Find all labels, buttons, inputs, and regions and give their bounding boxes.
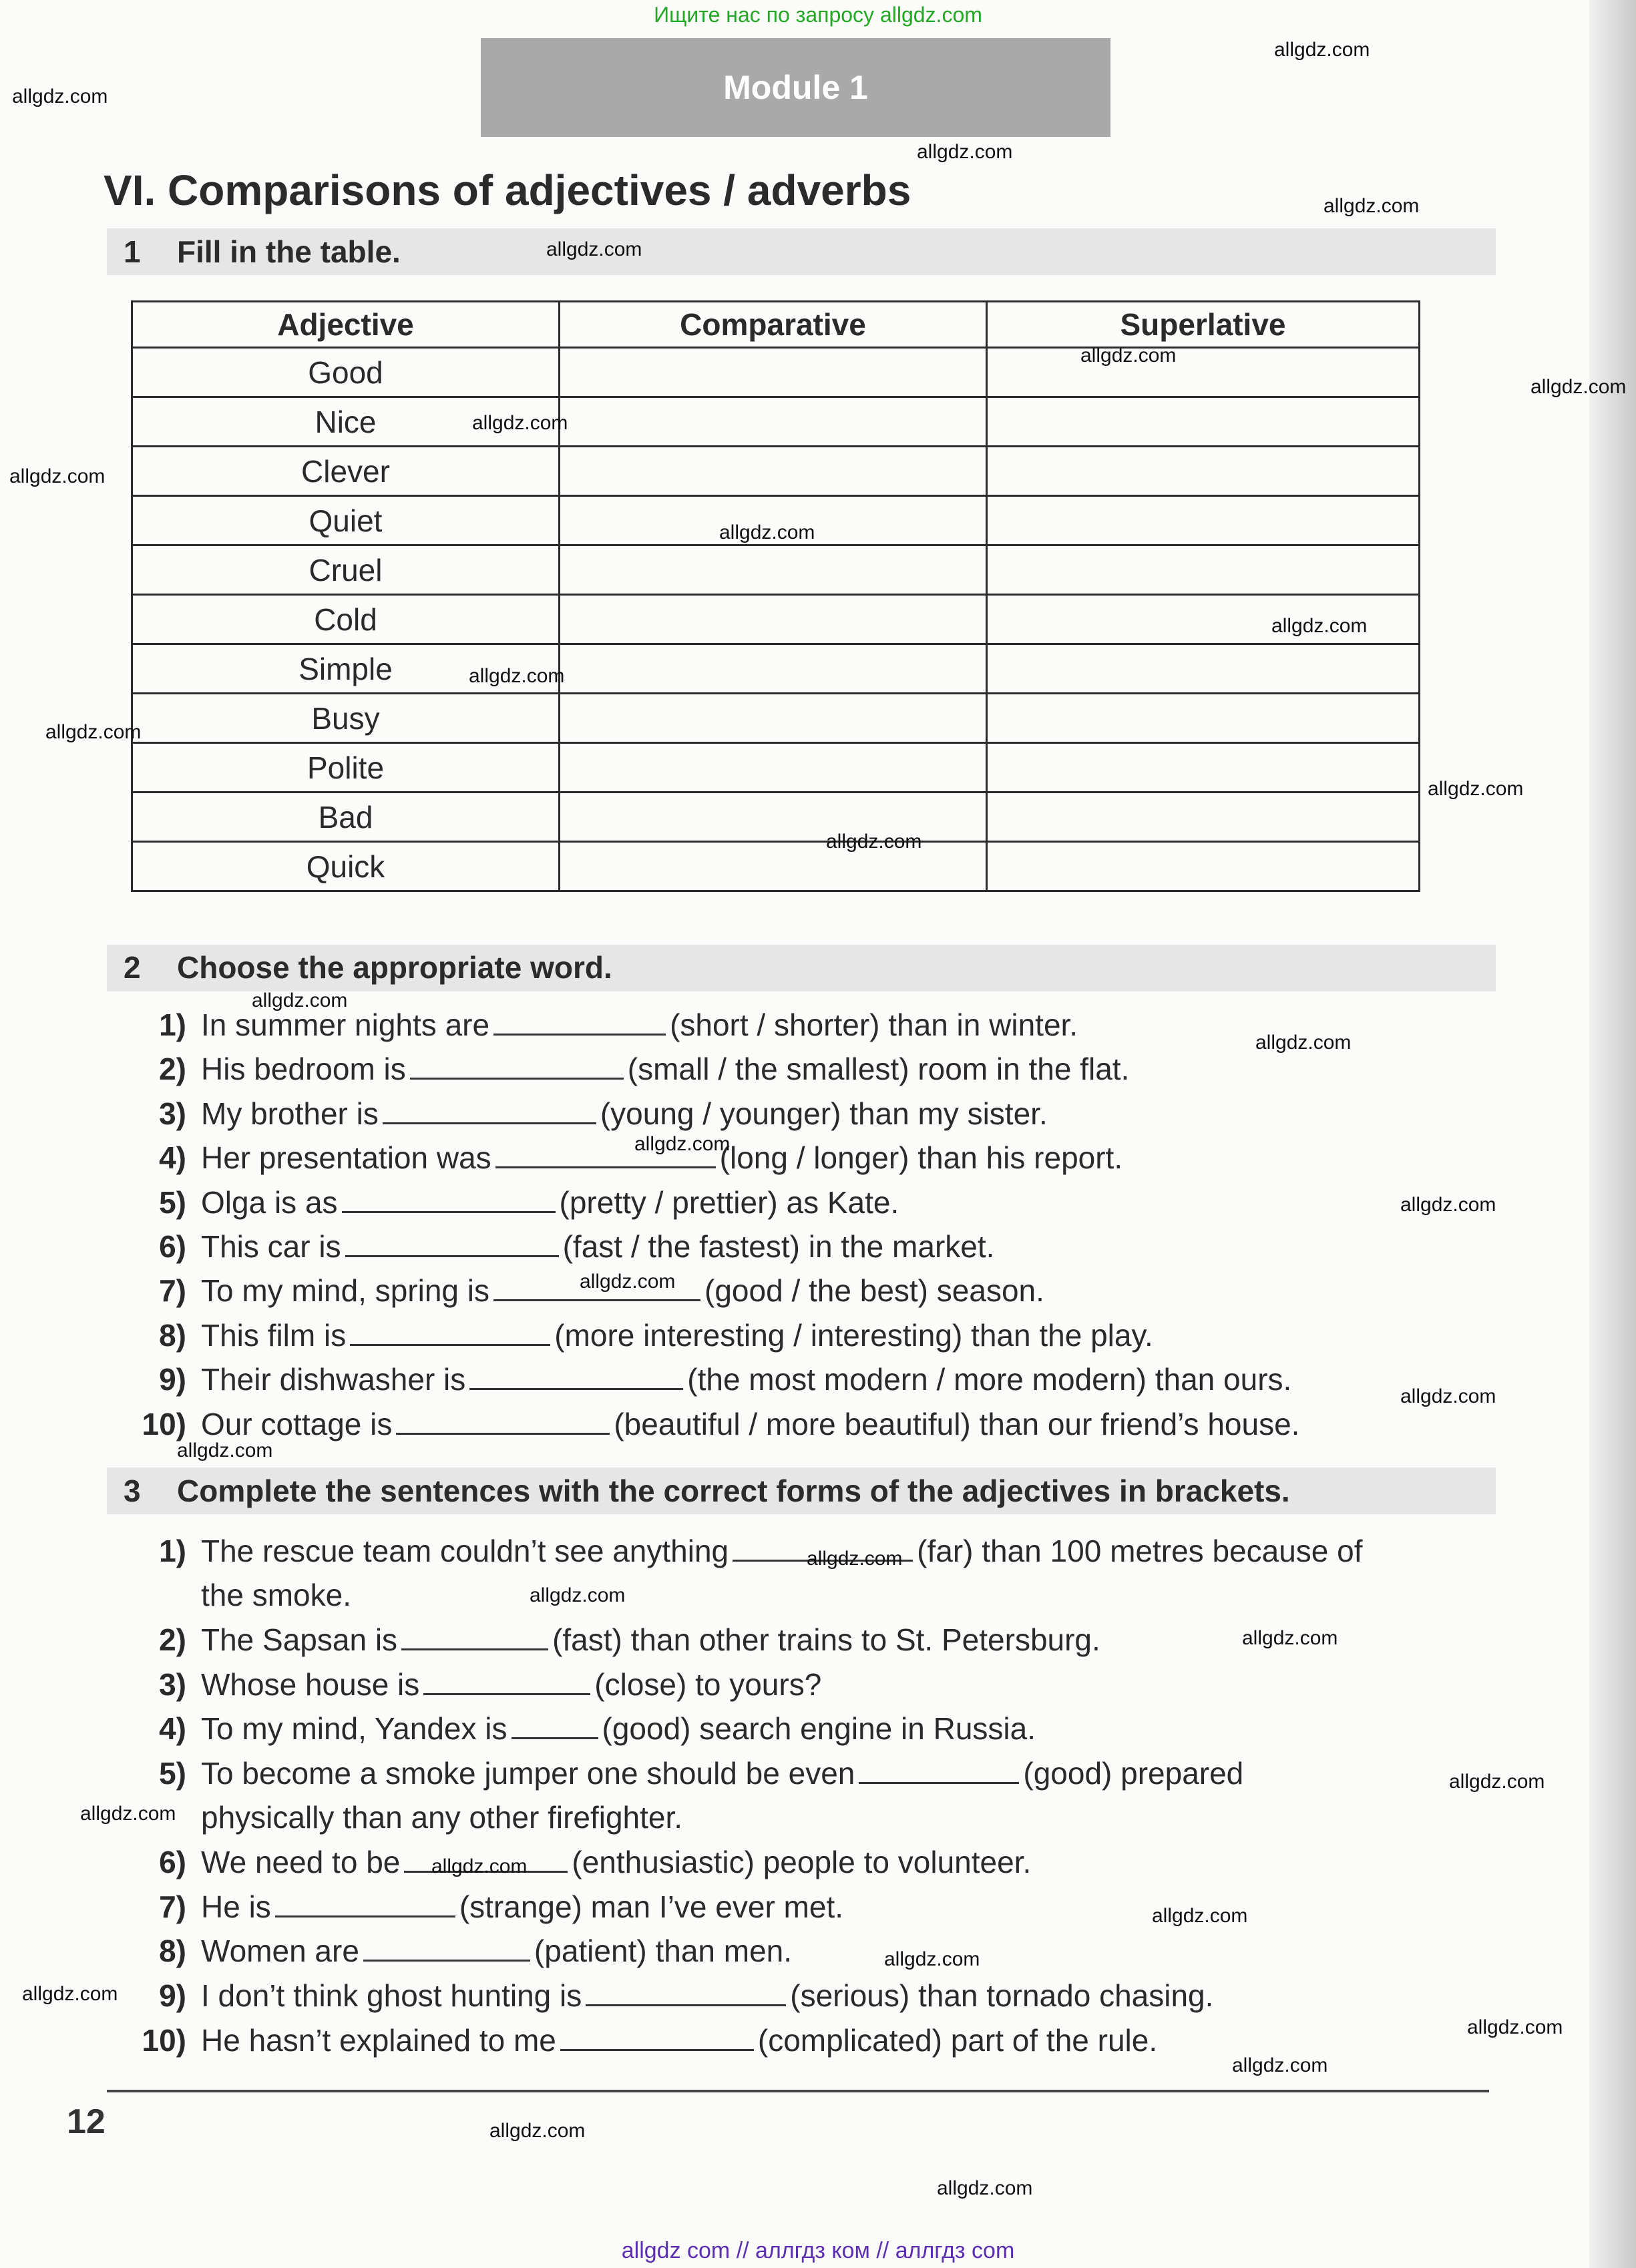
watermark: allgdz.com bbox=[9, 465, 106, 487]
module-label bbox=[481, 38, 1110, 137]
comparative-cell[interactable] bbox=[560, 447, 987, 496]
item-text-after: (short / shorter) than in winter. bbox=[670, 1007, 1078, 1042]
comparative-cell[interactable] bbox=[560, 397, 987, 447]
list-item bbox=[104, 1092, 1299, 1136]
watermark: allgdz.com bbox=[826, 831, 922, 853]
item-text-after: (good) search engine in Russia. bbox=[602, 1711, 1036, 1747]
item-number: 2) bbox=[159, 1052, 186, 1087]
item-text-continued: the smoke. bbox=[201, 1578, 351, 1612]
answer-blank[interactable] bbox=[350, 1317, 550, 1346]
adjective-cell: Cold bbox=[132, 595, 560, 644]
comparative-cell[interactable] bbox=[560, 644, 987, 694]
item-number: 1) bbox=[159, 1534, 186, 1568]
item-text-before: Their dishwasher is bbox=[201, 1362, 466, 1397]
answer-blank[interactable] bbox=[396, 1406, 610, 1435]
adjective-cell: Quiet bbox=[132, 496, 560, 545]
superlative-cell[interactable] bbox=[987, 496, 1420, 545]
superlative-cell[interactable] bbox=[987, 694, 1420, 743]
list-item bbox=[104, 1662, 1363, 1707]
answer-blank[interactable] bbox=[275, 1889, 455, 1917]
list-item bbox=[104, 1357, 1299, 1401]
comparative-cell[interactable] bbox=[560, 545, 987, 595]
comparative-cell[interactable] bbox=[560, 792, 987, 842]
item-text-before: Our cottage is bbox=[201, 1406, 393, 1441]
item-text-after: (small / the smallest) room in the flat. bbox=[627, 1052, 1130, 1087]
list-item bbox=[104, 1402, 1299, 1446]
item-number: 8) bbox=[159, 1317, 186, 1353]
watermark: allgdz.com bbox=[1271, 615, 1368, 637]
item-text-before: He is bbox=[201, 1889, 271, 1924]
watermark: allgdz.com bbox=[580, 1271, 676, 1293]
watermark: allgdz.com bbox=[884, 1948, 980, 1970]
table-row bbox=[132, 644, 1420, 694]
item-text-after: (fast / the fastest) in the market. bbox=[562, 1228, 995, 1264]
item-text-continued: physically than any other firefighter. bbox=[201, 1800, 683, 1835]
item-text-after: (good / the best) season. bbox=[704, 1273, 1044, 1309]
item-text-after: (far) than 100 metres because of bbox=[917, 1534, 1363, 1568]
watermark: allgdz.com bbox=[1274, 39, 1370, 61]
answer-blank[interactable] bbox=[859, 1755, 1019, 1784]
answer-blank[interactable] bbox=[363, 1933, 530, 1962]
answer-blank[interactable] bbox=[383, 1096, 596, 1124]
item-text-after: (the most modern / more modern) than ours. bbox=[687, 1362, 1292, 1397]
superlative-cell[interactable] bbox=[987, 545, 1420, 595]
answer-blank[interactable] bbox=[512, 1711, 598, 1739]
list-item bbox=[104, 1180, 1299, 1224]
watermark: allgdz.com bbox=[469, 665, 565, 687]
bottom-rule bbox=[107, 2090, 1489, 2092]
answer-blank[interactable] bbox=[423, 1666, 590, 1695]
item-number: 7) bbox=[159, 1889, 186, 1924]
item-number: 4) bbox=[159, 1140, 186, 1176]
comparison-table bbox=[131, 300, 1420, 892]
watermark: allgdz.com bbox=[252, 989, 348, 1011]
page-edge-shadow bbox=[1589, 0, 1636, 2268]
superlative-cell[interactable] bbox=[987, 447, 1420, 496]
item-text-before: We need to be bbox=[201, 1845, 401, 1880]
header-superlative: Superlative bbox=[987, 302, 1420, 348]
table-row bbox=[132, 595, 1420, 644]
answer-blank[interactable] bbox=[586, 1978, 786, 2006]
superlative-cell[interactable] bbox=[987, 792, 1420, 842]
answer-blank[interactable] bbox=[401, 1622, 548, 1650]
page-number: 12 bbox=[67, 2102, 106, 2141]
watermark: allgdz.com bbox=[807, 1548, 903, 1570]
item-text-before: The Sapsan is bbox=[201, 1622, 398, 1657]
superlative-cell[interactable] bbox=[987, 397, 1420, 447]
watermark: allgdz.com bbox=[1255, 1032, 1352, 1054]
item-text-after: (close) to yours? bbox=[594, 1666, 822, 1702]
item-number: 3) bbox=[159, 1666, 186, 1702]
item-text-after: (young / younger) than my sister. bbox=[600, 1096, 1048, 1131]
item-text-before: To my mind, Yandex is bbox=[201, 1711, 507, 1747]
list-item bbox=[104, 1224, 1299, 1269]
item-number: 4) bbox=[159, 1711, 186, 1747]
list-item bbox=[104, 1751, 1363, 1840]
task3-list bbox=[104, 1529, 1363, 2063]
comparative-cell[interactable] bbox=[560, 595, 987, 644]
superlative-cell[interactable] bbox=[987, 842, 1420, 891]
watermark: allgdz.com bbox=[634, 1133, 731, 1155]
item-number: 6) bbox=[159, 1845, 186, 1880]
item-text-before: Whose house is bbox=[201, 1666, 420, 1702]
table-row bbox=[132, 694, 1420, 743]
task2-number: 2 bbox=[124, 950, 141, 985]
table-row bbox=[132, 348, 1420, 397]
table-row bbox=[132, 842, 1420, 891]
item-text-before: His bedroom is bbox=[201, 1052, 406, 1087]
watermark: allgdz.com bbox=[530, 1584, 626, 1606]
item-number: 6) bbox=[159, 1228, 186, 1264]
watermark: allgdz.com bbox=[45, 721, 142, 743]
watermark: allgdz.com bbox=[546, 238, 642, 260]
table-row bbox=[132, 792, 1420, 842]
task2-title bbox=[124, 949, 612, 985]
list-item bbox=[104, 1313, 1299, 1357]
module-label-text: Module 1 bbox=[723, 69, 868, 106]
item-number: 10) bbox=[142, 2022, 186, 2058]
answer-blank[interactable] bbox=[560, 2022, 754, 2051]
adjective-cell: Bad bbox=[132, 792, 560, 842]
watermark: allgdz.com bbox=[1400, 1385, 1496, 1407]
item-number: 7) bbox=[159, 1273, 186, 1309]
item-text-after: (strange) man I’ve ever met. bbox=[459, 1889, 844, 1924]
item-text-before: Women are bbox=[201, 1934, 359, 1969]
list-item bbox=[104, 1618, 1363, 1662]
item-text-before: To become a smoke jumper one should be even bbox=[201, 1756, 855, 1791]
watermark: allgdz.com bbox=[1323, 195, 1420, 217]
task1-instruction: Fill in the table. bbox=[177, 234, 401, 269]
item-number: 2) bbox=[159, 1622, 186, 1657]
item-text-after: (patient) than men. bbox=[534, 1934, 793, 1969]
item-text-after: (good) prepared bbox=[1023, 1756, 1244, 1791]
answer-blank[interactable] bbox=[493, 1007, 666, 1036]
task1-number: 1 bbox=[124, 234, 141, 269]
item-number: 5) bbox=[159, 1184, 186, 1220]
item-text-before: This car is bbox=[201, 1228, 341, 1264]
item-text-before: I don’t think ghost hunting is bbox=[201, 1978, 582, 2014]
answer-blank[interactable] bbox=[410, 1051, 624, 1080]
table-row bbox=[132, 545, 1420, 595]
task2-instruction: Choose the appropriate word. bbox=[177, 950, 612, 985]
watermark: allgdz.com bbox=[472, 412, 568, 434]
item-text-after: (enthusiastic) people to volunteer. bbox=[572, 1845, 1032, 1880]
answer-blank[interactable] bbox=[342, 1184, 556, 1213]
adjective-cell: Clever bbox=[132, 447, 560, 496]
superlative-cell[interactable] bbox=[987, 348, 1420, 397]
watermark: allgdz.com bbox=[80, 1803, 176, 1825]
watermark: allgdz.com bbox=[1242, 1627, 1338, 1649]
adjective-cell: Quick bbox=[132, 842, 560, 891]
top-banner[interactable]: Ищите нас по запросу allgdz.com bbox=[654, 3, 982, 27]
item-number: 9) bbox=[159, 1978, 186, 2014]
item-text-after: (serious) than tornado chasing. bbox=[790, 1978, 1214, 2014]
task3-instruction: Complete the sentences with the correct forms of the adjectives in brackets. bbox=[177, 1473, 1290, 1508]
list-item bbox=[104, 1269, 1299, 1313]
item-text-after: (beautiful / more beautiful) than our friend’s house. bbox=[614, 1406, 1300, 1441]
watermark: allgdz.com bbox=[1530, 376, 1627, 398]
item-text-after: (more interesting / interesting) than the play. bbox=[554, 1317, 1153, 1353]
comparative-cell[interactable] bbox=[560, 694, 987, 743]
item-text-before: My brother is bbox=[201, 1096, 379, 1131]
item-text-after: (complicated) part of the rule. bbox=[757, 2022, 1158, 2058]
adjective-cell: Simple bbox=[132, 644, 560, 694]
watermark: allgdz.com bbox=[937, 2177, 1033, 2199]
item-text-before: The rescue team couldn’t see anything bbox=[201, 1534, 729, 1568]
item-text-before: Her presentation was bbox=[201, 1140, 491, 1176]
item-number: 10) bbox=[142, 1406, 186, 1441]
list-item bbox=[104, 1707, 1363, 1751]
item-text-before: He hasn’t explained to me bbox=[201, 2022, 556, 2058]
watermark: allgdz.com bbox=[1232, 2054, 1328, 2076]
list-item bbox=[104, 1840, 1363, 1885]
item-number: 5) bbox=[159, 1756, 186, 1791]
watermark: allgdz.com bbox=[1467, 2016, 1563, 2038]
task3-number: 3 bbox=[124, 1473, 141, 1508]
watermark: allgdz.com bbox=[1428, 778, 1524, 800]
watermark: allgdz.com bbox=[177, 1439, 273, 1461]
superlative-cell[interactable] bbox=[987, 644, 1420, 694]
watermark: allgdz.com bbox=[1449, 1771, 1545, 1793]
header-adjective: Adjective bbox=[132, 302, 560, 348]
item-number: 8) bbox=[159, 1934, 186, 1969]
watermark: allgdz.com bbox=[12, 85, 108, 107]
table-row bbox=[132, 743, 1420, 792]
header-comparative: Comparative bbox=[560, 302, 987, 348]
watermark: allgdz.com bbox=[431, 1855, 528, 1877]
item-number: 3) bbox=[159, 1096, 186, 1131]
item-number: 9) bbox=[159, 1362, 186, 1397]
item-text-after: (fast) than other trains to St. Petersburg. bbox=[552, 1622, 1100, 1657]
footer-links[interactable]: allgdz com // аллгдз ком // аллгдз com bbox=[621, 2238, 1015, 2263]
adjective-cell: Good bbox=[132, 348, 560, 397]
superlative-cell[interactable] bbox=[987, 743, 1420, 792]
comparative-cell[interactable] bbox=[560, 348, 987, 397]
watermark: allgdz.com bbox=[489, 2120, 586, 2142]
answer-blank[interactable] bbox=[469, 1361, 683, 1390]
adjective-cell: Cruel bbox=[132, 545, 560, 595]
task3-title bbox=[124, 1473, 1290, 1509]
adjective-cell: Busy bbox=[132, 694, 560, 743]
watermark: allgdz.com bbox=[719, 521, 815, 543]
list-item bbox=[104, 2018, 1363, 2063]
comparative-cell[interactable] bbox=[560, 842, 987, 891]
list-item bbox=[104, 1974, 1363, 2018]
table-row bbox=[132, 447, 1420, 496]
table-header-row bbox=[132, 302, 1420, 348]
adjective-cell: Nice bbox=[132, 397, 560, 447]
section-title: VI. Comparisons of adjectives / adverbs bbox=[104, 166, 911, 214]
task1-title bbox=[124, 234, 401, 270]
list-item bbox=[104, 1529, 1363, 1618]
item-text-before: This film is bbox=[201, 1317, 347, 1353]
list-item bbox=[104, 1047, 1299, 1091]
list-item bbox=[104, 1929, 1363, 1974]
watermark: allgdz.com bbox=[917, 141, 1013, 163]
watermark: allgdz.com bbox=[1152, 1905, 1248, 1927]
watermark: allgdz.com bbox=[1080, 345, 1177, 367]
item-text-before: Olga is as bbox=[201, 1184, 338, 1220]
comparative-cell[interactable] bbox=[560, 743, 987, 792]
item-number: 1) bbox=[159, 1007, 186, 1042]
item-text-before: In summer nights are bbox=[201, 1007, 490, 1042]
table-row bbox=[132, 397, 1420, 447]
item-text-after: (pretty / prettier) as Kate. bbox=[559, 1184, 899, 1220]
watermark: allgdz.com bbox=[22, 1983, 118, 2005]
answer-blank[interactable] bbox=[345, 1228, 559, 1257]
item-text-after: (long / longer) than his report. bbox=[719, 1140, 1123, 1176]
task2-list bbox=[104, 1003, 1299, 1446]
adjective-cell: Polite bbox=[132, 743, 560, 792]
item-text-before: To my mind, spring is bbox=[201, 1273, 490, 1309]
watermark: allgdz.com bbox=[1400, 1194, 1496, 1216]
